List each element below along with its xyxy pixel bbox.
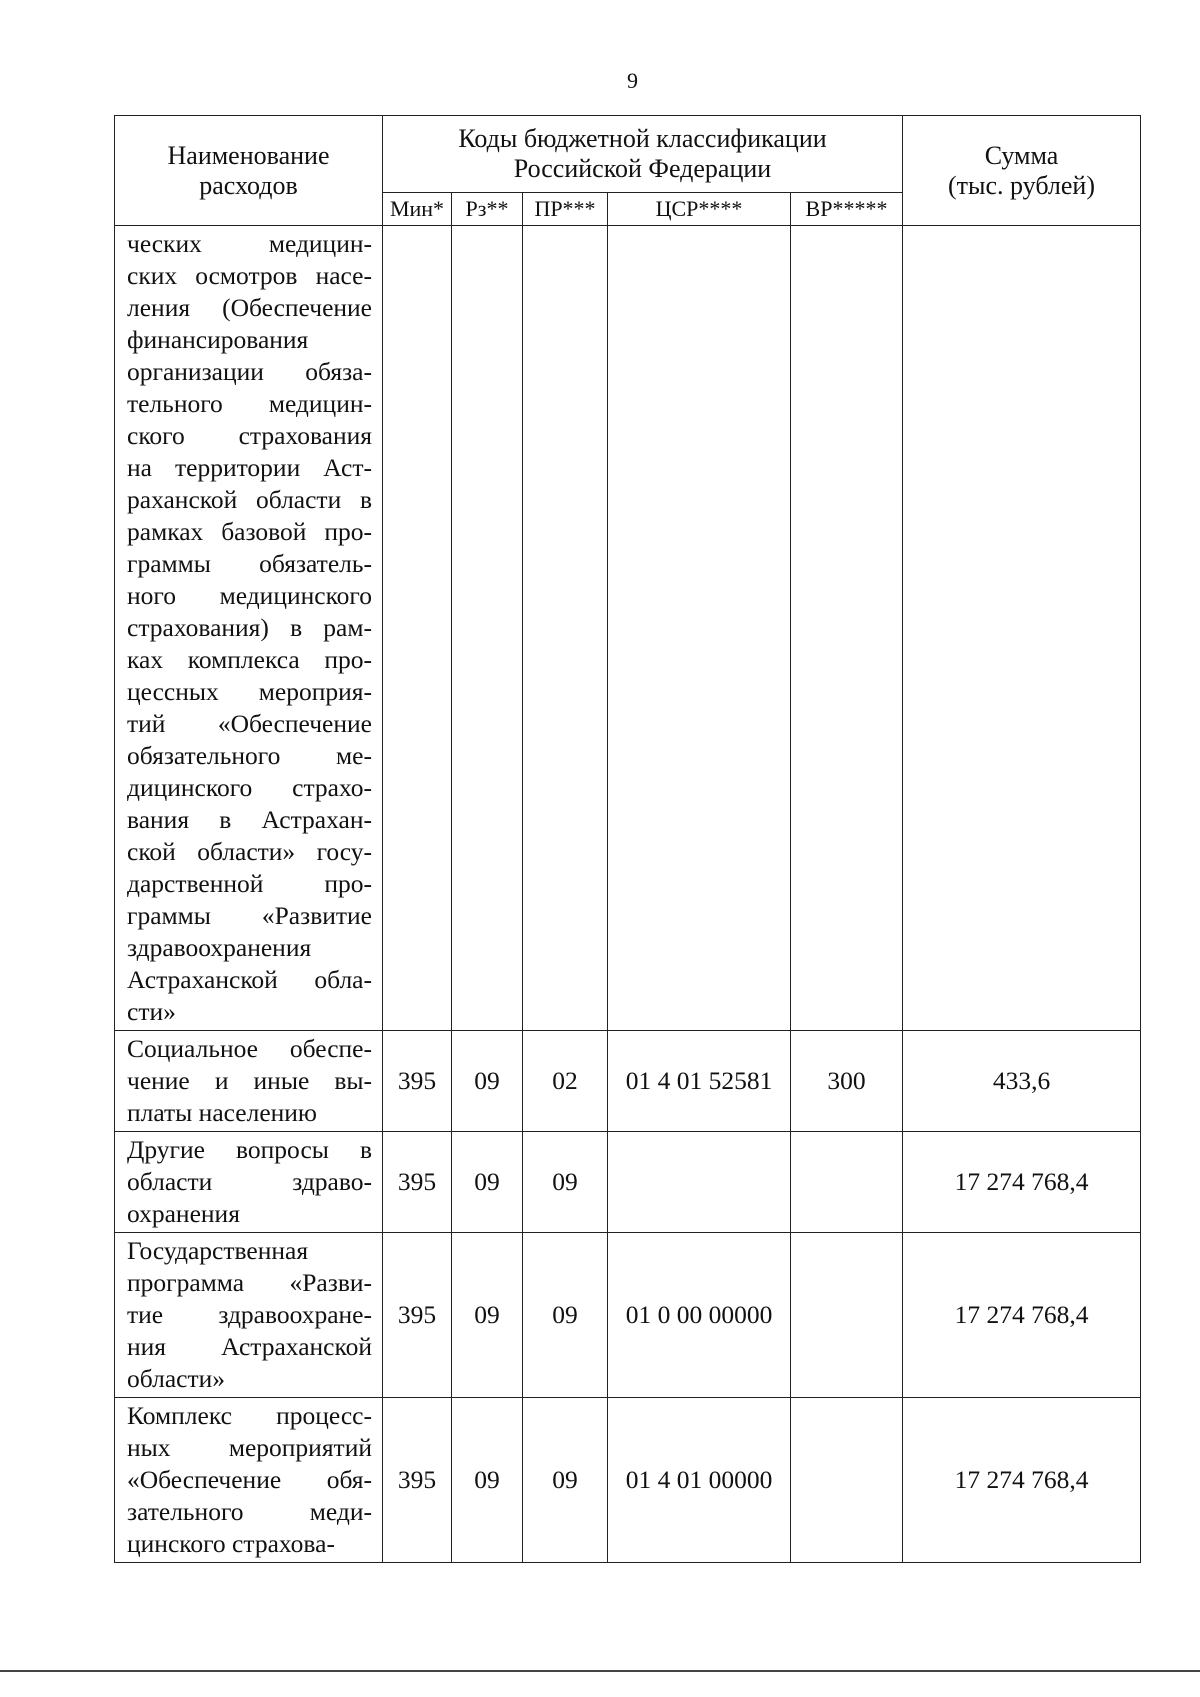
row-name-line: области» [127, 1364, 225, 1393]
cell-rz: 09 [452, 1132, 523, 1233]
cell-pr [523, 226, 608, 1031]
cell-sum: 17 274 768,4 [903, 1398, 1141, 1563]
row-name-line: ках комплекса про- [127, 645, 372, 674]
row-name-line: обязательного ме- [127, 741, 372, 770]
table-body [115, 226, 1141, 1563]
header-csr: ЦСР**** [608, 193, 791, 226]
row-name [115, 1132, 383, 1233]
header-vr: ВР***** [791, 193, 903, 226]
cell-min: 395 [383, 1233, 452, 1398]
row-name-line: граммы обязатель- [127, 549, 372, 578]
row-name-line: ления (Обеспечение [127, 293, 372, 322]
row-name-line: Другие вопросы в [127, 1135, 372, 1164]
cell-vr: 300 [791, 1031, 903, 1132]
cell-sum: 17 274 768,4 [903, 1132, 1141, 1233]
cell-csr: 01 4 01 00000 [608, 1398, 791, 1563]
row-name-line: цессных мероприя- [127, 677, 372, 706]
table-row [115, 1132, 1141, 1233]
row-name-line: тие здравоохране- [127, 1300, 372, 1329]
row-name-line: рамках базовой про- [127, 517, 372, 546]
header-min: Мин* [383, 193, 452, 226]
row-name-line: чение и иные вы- [127, 1066, 372, 1095]
row-name-line: зательного меди- [127, 1497, 372, 1526]
page-bottom-rule [0, 1670, 1200, 1672]
cell-sum [903, 226, 1141, 1031]
cell-rz: 09 [452, 1233, 523, 1398]
row-name-line: «Обеспечение обя- [127, 1465, 372, 1494]
header-sum [903, 116, 1141, 226]
header-sum-line: (тыс. рублей) [947, 170, 1095, 200]
row-name-line: области здраво- [127, 1167, 372, 1196]
row-name-line: финансирования [127, 325, 309, 354]
header-sum-line: Сумма [984, 140, 1059, 170]
row-name [115, 1031, 383, 1132]
row-name-line: Социальное обеспе- [127, 1034, 372, 1063]
cell-min: 395 [383, 1132, 452, 1233]
header-name-line: расходов [199, 170, 298, 200]
cell-vr [791, 226, 903, 1031]
cell-pr: 09 [523, 1233, 608, 1398]
cell-pr: 09 [523, 1132, 608, 1233]
row-name-line: тельного медицин- [127, 389, 372, 418]
row-name-line: программа «Разви- [127, 1268, 372, 1297]
cell-min: 395 [383, 1031, 452, 1132]
cell-csr: 01 0 00 00000 [608, 1233, 791, 1398]
page-number: 9 [627, 68, 638, 93]
row-name-line: вания в Астрахан- [127, 805, 372, 834]
row-name-line: ческих медицин- [127, 229, 372, 258]
header-row-top [115, 116, 1141, 193]
row-name [115, 1233, 383, 1398]
cell-vr [791, 1132, 903, 1233]
row-name-line: тий «Обеспечение [127, 709, 372, 738]
row-name-line: организации обяза- [127, 357, 372, 386]
cell-min [383, 226, 452, 1031]
row-name [115, 1398, 383, 1563]
table-row [115, 226, 1141, 1031]
table-row [115, 1398, 1141, 1563]
header-codes-line: Российской Федерации [513, 154, 772, 183]
cell-pr: 02 [523, 1031, 608, 1132]
row-name-line: раханской области в [127, 485, 372, 514]
row-name-line: здравоохранения [127, 933, 312, 962]
row-name-line: страхования) в рам- [127, 613, 372, 642]
row-name-line: ного медицинского [127, 581, 372, 610]
header-pr: ПР*** [523, 193, 608, 226]
row-name-line: сти» [127, 997, 176, 1026]
row-name-line: охранения [127, 1199, 240, 1228]
row-name-line: платы населению [127, 1098, 317, 1127]
cell-csr [608, 226, 791, 1031]
row-name-line: цинского страхова- [127, 1529, 335, 1558]
header-codes-line: Коды бюджетной классификации [458, 124, 827, 153]
row-name-line: на территории Аст- [127, 453, 372, 482]
table-row [115, 1031, 1141, 1132]
header-codes-group [383, 116, 903, 193]
cell-sum: 17 274 768,4 [903, 1233, 1141, 1398]
header-name-line: Наименование [167, 140, 330, 170]
cell-csr [608, 1132, 791, 1233]
row-name-line: Государственная [127, 1236, 309, 1265]
row-name-line: ния Астраханской [127, 1332, 372, 1361]
row-name-line: Астраханской обла- [127, 965, 372, 994]
cell-csr: 01 4 01 52581 [608, 1031, 791, 1132]
row-name-line: дицинского страхо- [127, 773, 372, 802]
row-name-line: ского страхования [127, 421, 372, 450]
row-name-line: ских осмотров насе- [127, 261, 372, 290]
budget-table [114, 115, 1141, 1563]
cell-min: 395 [383, 1398, 452, 1563]
row-name-line: ных мероприятий [127, 1433, 372, 1462]
cell-rz [452, 226, 523, 1031]
header-rz: Рз** [452, 193, 523, 226]
row-name-line: Комплекс процесс- [127, 1401, 372, 1430]
cell-rz: 09 [452, 1398, 523, 1563]
row-name [115, 226, 383, 1031]
header-name [115, 116, 383, 226]
row-name-line: дарственной про- [127, 869, 372, 898]
cell-vr [791, 1398, 903, 1563]
cell-rz: 09 [452, 1031, 523, 1132]
row-name-line: ской области» госу- [127, 837, 372, 866]
row-name-line: граммы «Развитие [127, 901, 372, 930]
table-row [115, 1233, 1141, 1398]
cell-sum: 433,6 [903, 1031, 1141, 1132]
cell-pr: 09 [523, 1398, 608, 1563]
cell-vr [791, 1233, 903, 1398]
